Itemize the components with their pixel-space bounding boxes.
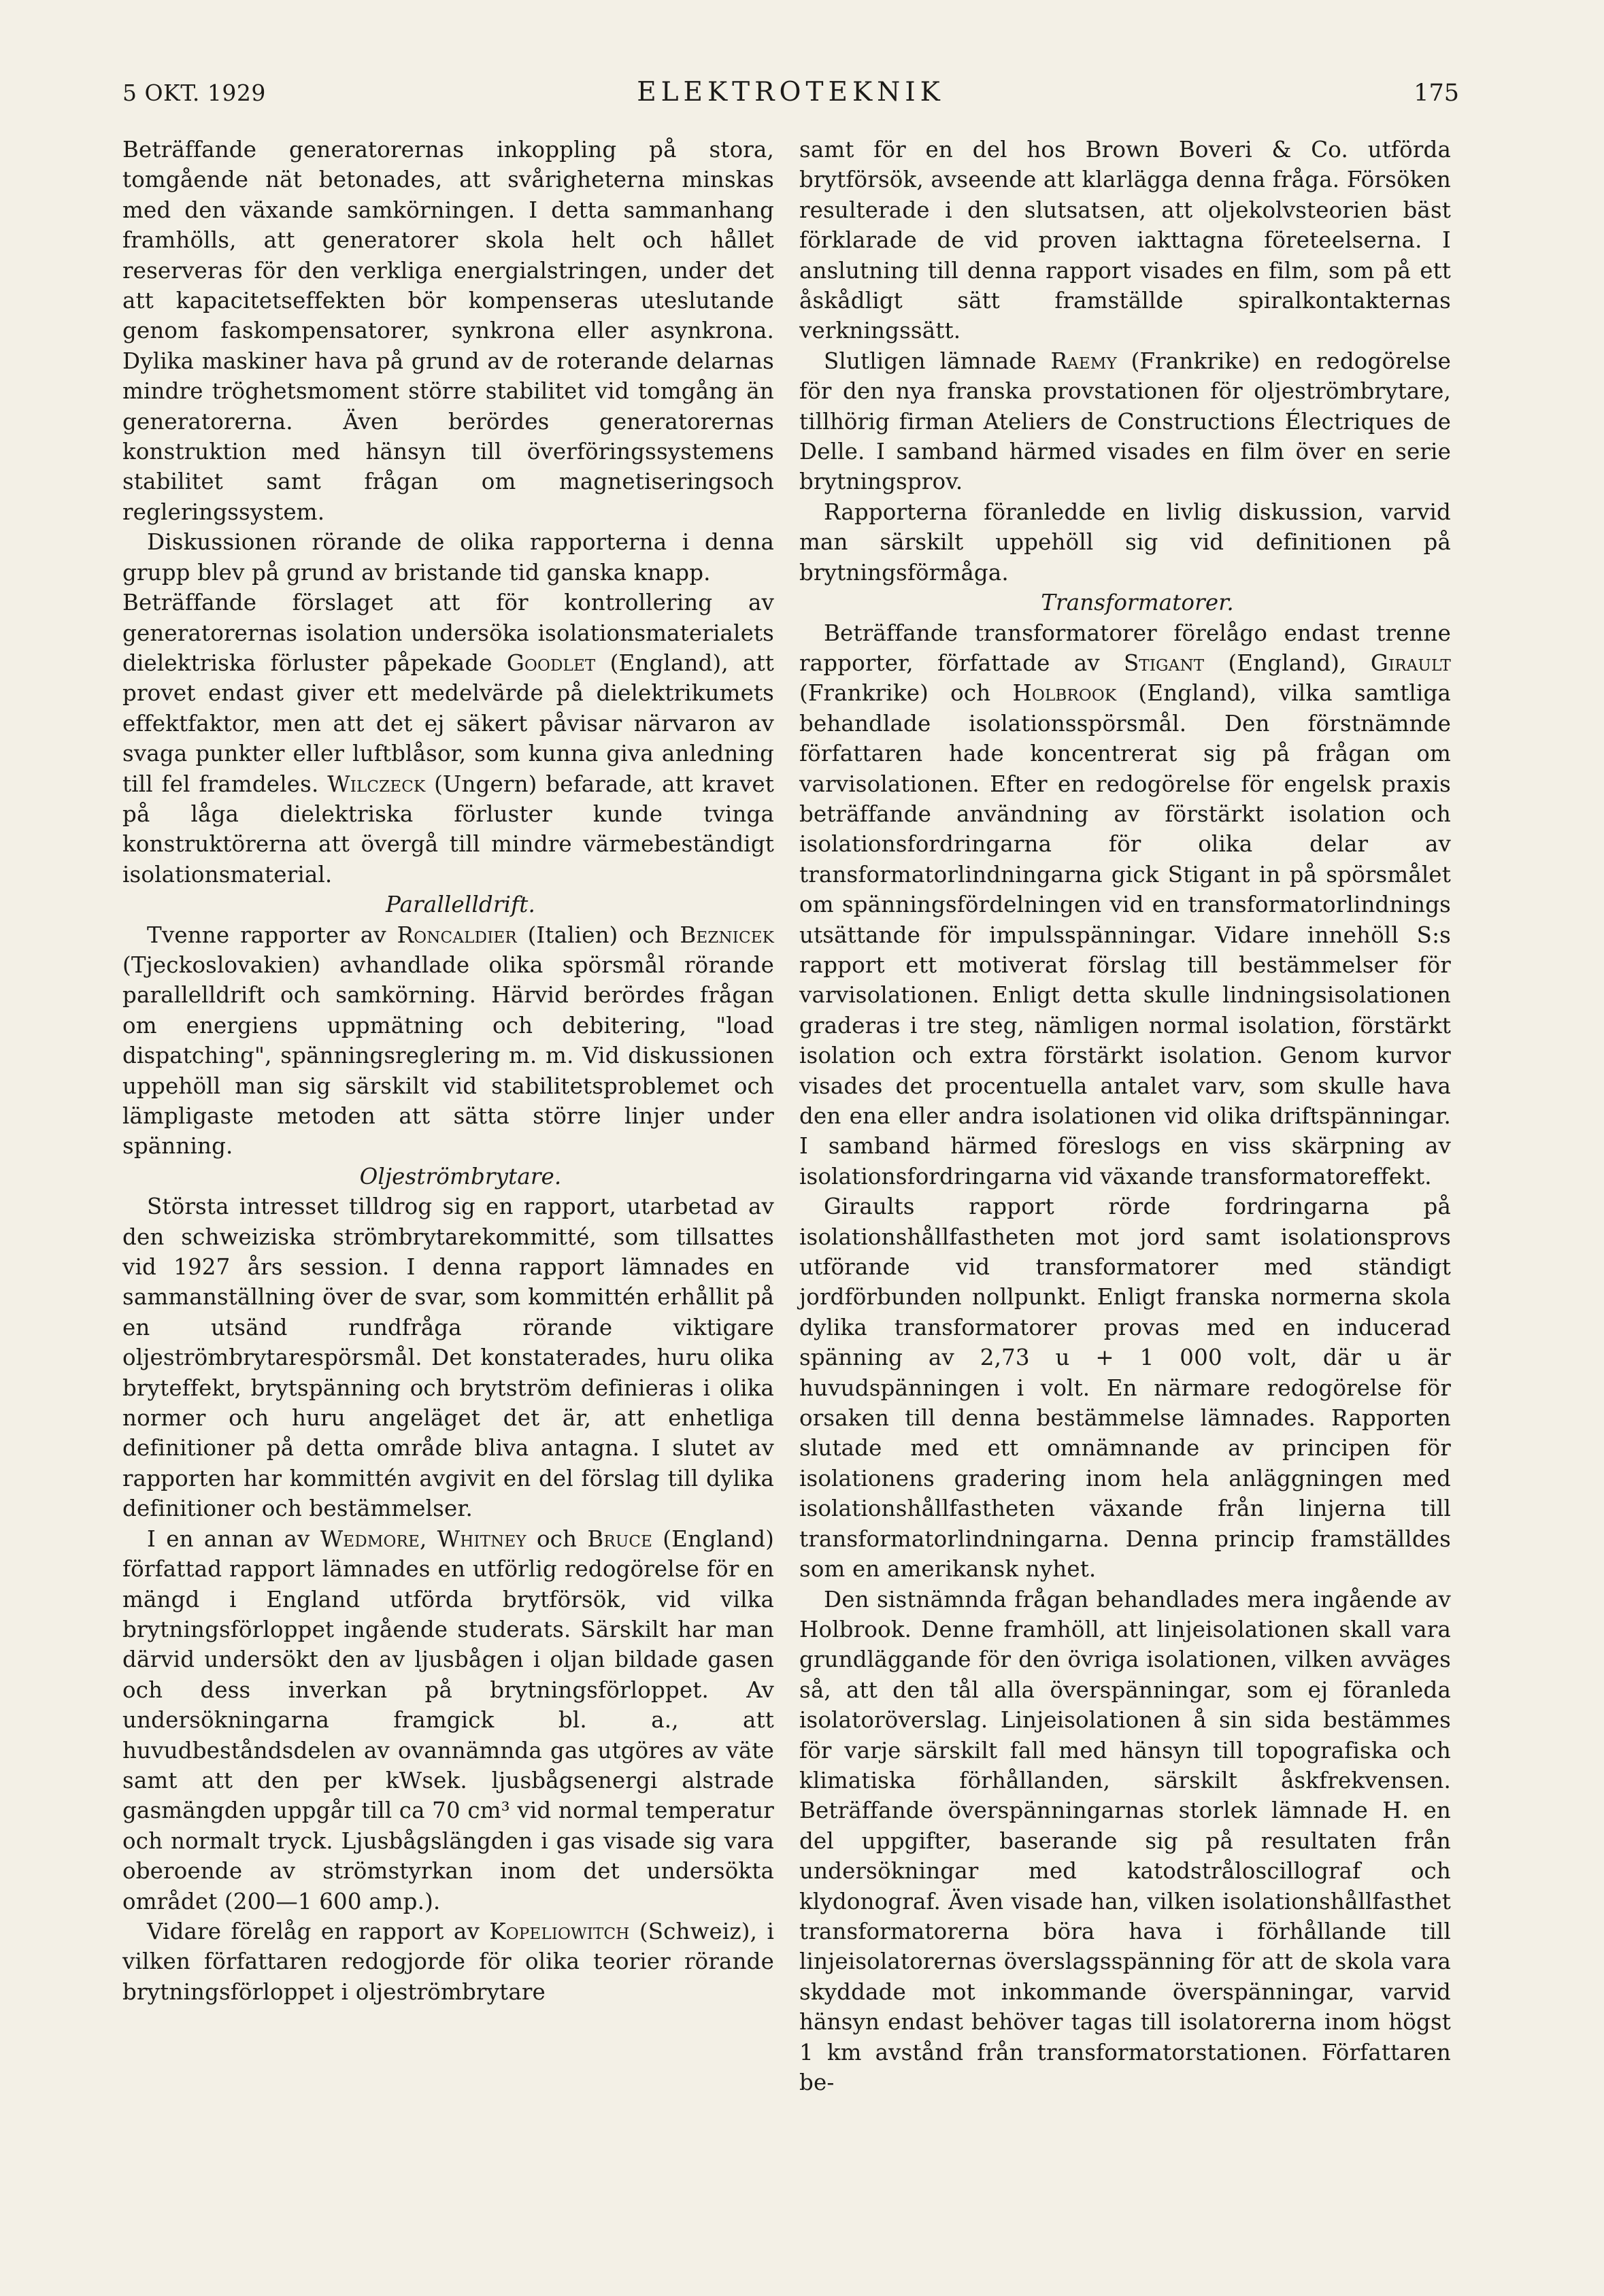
paragraph: Vidare förelåg en rapport av Kopeliowitch (Schweiz), i vilken författaren redogjorde för olika teorier rörande brytningsförloppet i oljeströmbrytare xyxy=(122,1918,774,2005)
paragraph: I en annan av Wedmore, Whitney och Bruce (England) författad rapport lämnades en utförlig redogörelse för en mängd i England utförda brytförsök, vid vilka brytningsförloppet ingående studerats. Särskilt har man därvid undersökt den av ljusbågen i oljan bildade gasen och dess inverkan på brytningsförloppet. Av undersökningarna framgick bl. a., att huvudbeståndsdelen av ovannämnda gas utgöres av väte samt att den per kWsek. ljusbågsenergi alstrade gasmängden uppgår till ca 70 cm³ vid normal temperatur och normalt tryck. Ljusbågslängden i gas visade sig vara oberoende av strömstyrkan inom det undersökta området (200—1 600 amp.). xyxy=(122,1525,774,1914)
author-name: Whitney xyxy=(437,1525,527,1552)
paragraph: Beträffande generatorernas inkoppling på stora, tomgående nät betonades, att svårigheterna minskas med den växande samkörningen. I detta sammanhang framhölls, att generatorer skola helt och hållet reserveras för den verkliga energialstringen, under det att kapacitetseffekten bör kompenseras uteslutande genom faskompensatorer, synkrona eller asynkrona. Dylika maskiner hava på grund av de roterande delarnas mindre tröghetsmoment större stabilitet vid tomgång än generatorerna. Även berördes generatorernas konstruktion med hänsyn till överföringssystemens stabilitet samt frågan om magnetiseringsoch regleringssystem. xyxy=(122,137,774,525)
paragraph: samt för en del hos Brown Boveri & Co. utförda brytförsök, avseende att klarlägga denna fråga. Försöken resulterade i den slutsatsen, att oljekolvsteorien bäst förklarade de vid proven iakttagna företeelserna. I anslutning till denna rapport visades en film, som på ett åskådligt sätt framställde spiralkontakternas verkningssätt. xyxy=(799,137,1451,344)
paragraph: Diskussionen rörande de olika rapporterna i denna grupp blev på grund av bristande tid ganska knapp. xyxy=(122,529,774,586)
journal-title: ELEKTROTEKNIK xyxy=(637,77,945,107)
paragraph: Tvenne rapporter av Roncaldier (Italien) och Beznicek (Tjeckoslovakien) avhandlade olika spörsmål rörande parallelldrift och samkörning. Härvid berördes frågan om energiens uppmätning och debitering, "load dispatching", spänningsreglering m. m. Vid diskussionen uppehöll man sig särskilt vid stabilitetsproblemet och lämpligaste metoden att sätta större linjer under spänning. xyxy=(122,922,774,1160)
issue-date: 5 OKT. 1929 xyxy=(122,80,266,106)
paragraph: Största intresset tilldrog sig en rapport, utarbetad av den schweiziska strömbrytarekommitté, som tillsattes vid 1927 års session. I denna rapport lämnades en sammanställning över de svar, som kommittén erhållit på en utsänd rundfråga rörande viktigare oljeströmbrytarespörsmål. Det konstaterades, huru olika bryteffekt, brytspänning och brytström definieras i olika normer och huru angeläget det är, att enhetliga definitioner på detta område bliva antagna. I slutet av rapporten har kommittén avgivit en del förslag till dylika definitioner och bestämmelser. xyxy=(122,1194,774,1522)
author-name: Wilczeck xyxy=(327,771,426,797)
paragraph: Beträffande transformatorer förelågo endast trenne rapporter, författade av Stigant (England), Girault (Frankrike) och Holbrook (England), vilka samtliga behandlade isolationsspörsmål. Den förstnämnde författaren hade koncentrerat sig på frågan om varvisolationen. Efter en redogörelse för engelsk praxis beträffande användning av förstärkt isolation och isolationsfordringarna för olika delar av transformatorlindningarna gick Stigant in på spörsmålet om spänningsfördelningen vid en transformatorlindnings utsättande för impulsspänningar. Vidare innehöll S:s rapport ett motiverat förslag till bestämmelser för varvisolationen. Enligt detta skulle lindningsisolationen graderas i tre steg, nämligen normal isolation, förstärkt isolation och extra förstärkt isolation. Genom kurvor visades det procentuella antalet varv, som skulle hava den ena eller andra isolationen vid olika driftspänningar. I samband härmed föreslogs en viss skärpning av isolationsfordringarna vid växande transformatoreffekt. xyxy=(799,620,1451,1189)
author-name: Girault xyxy=(1370,649,1451,676)
author-name: Holbrook xyxy=(1012,680,1117,707)
author-name: Goodlet xyxy=(506,649,596,676)
author-name: Kopeliowitch xyxy=(489,1918,630,1944)
section-heading: Oljeströmbrytare. xyxy=(359,1163,562,1189)
paragraph: Den sistnämnda frågan behandlades mera ingående av Holbrook. Denne framhöll, att linjeisolationen skall vara grundläggande för den övriga isolationen, vilken avväges så, att den tål alla överspänningar, som ej föranleda isolatoröverslag. Linjeisolationen å sin sida bestämmes för varje särskilt fall med hänsyn till topografiska och klimatiska förhållanden, särskilt åskfrekvensen. Beträffande överspänningarnas storlek lämnade H. en del uppgifter, baserande sig på resultaten från undersökningar med katodstråloscillograf och klydonograf. Även visade han, vilken isolationshållfasthet transformatorerna böra hava i förhållande till linjeisolatorernas överslagsspänning för att de skola vara skyddade mot inkommande överspänningar, varvid hänsyn endast behöver tagas till isolatorerna inom högst 1 km avstånd från transformatorstationen. Författaren be- xyxy=(799,1586,1451,2095)
right-column xyxy=(799,135,1451,2209)
page-header xyxy=(116,71,1466,126)
author-name: Beznicek xyxy=(680,922,774,948)
author-name: Wedmore xyxy=(320,1525,420,1552)
page-number: 175 xyxy=(1414,80,1459,107)
paragraph: Beträffande förslaget att för kontrollering av generatorernas isolation undersöka isolationsmaterialets dielektriska förluster påpekade Goodlet (England), att provet endast giver ett medelvärde på dielektrikumets effektfaktor, men att det ej säkert påvisar närvaron av svaga punkter eller luftblåsor, som kunna giva anledning till fel framdeles. Wilczeck (Ungern) befarade, att kravet på låga dielektriska förluster kunde tvinga konstruktörerna att övergå till mindre värmebeständigt isolationsmaterial. xyxy=(122,590,774,888)
author-name: Raemy xyxy=(1050,348,1117,374)
author-name: Stigant xyxy=(1124,649,1205,676)
section-heading: Transformatorer. xyxy=(1041,590,1234,616)
paragraph: Giraults rapport rörde fordringarna på isolationshållfastheten mot jord samt isolationsprovs utförande vid transformatorer med ständigt jordförbunden nollpunkt. Enligt franska normerna skola dylika transformatorer provas med en inducerad spänning av 2,73 u + 1 000 volt, där u är huvudspänningen i volt. En närmare redogörelse för orsaken till denna bestämmelse lämnades. Rapporten slutade med ett omnämnande av principen för isolationens gradering inom hela anläggningen med isolationshållfastheten växande från linjerna till transformatorlindningarna. Denna princip framställdes som en amerikansk nyhet. xyxy=(799,1194,1451,1583)
author-name: Bruce xyxy=(587,1525,653,1552)
section-heading: Parallelldrift. xyxy=(386,892,535,918)
paragraph: Slutligen lämnade Raemy (Frankrike) en redogörelse för den nya franska provstationen för oljeströmbrytare, tillhörig firman Ateliers de Constructions Électriques de Delle. I samband härmed visades en film över en serie brytningsprov. xyxy=(799,348,1451,495)
author-name: Roncaldier xyxy=(397,922,517,948)
paragraph: Rapporterna föranledde en livlig diskussion, varvid man särskilt uppehöll sig vid definitionen på brytningsförmåga. xyxy=(799,499,1451,586)
left-column xyxy=(122,135,774,2209)
